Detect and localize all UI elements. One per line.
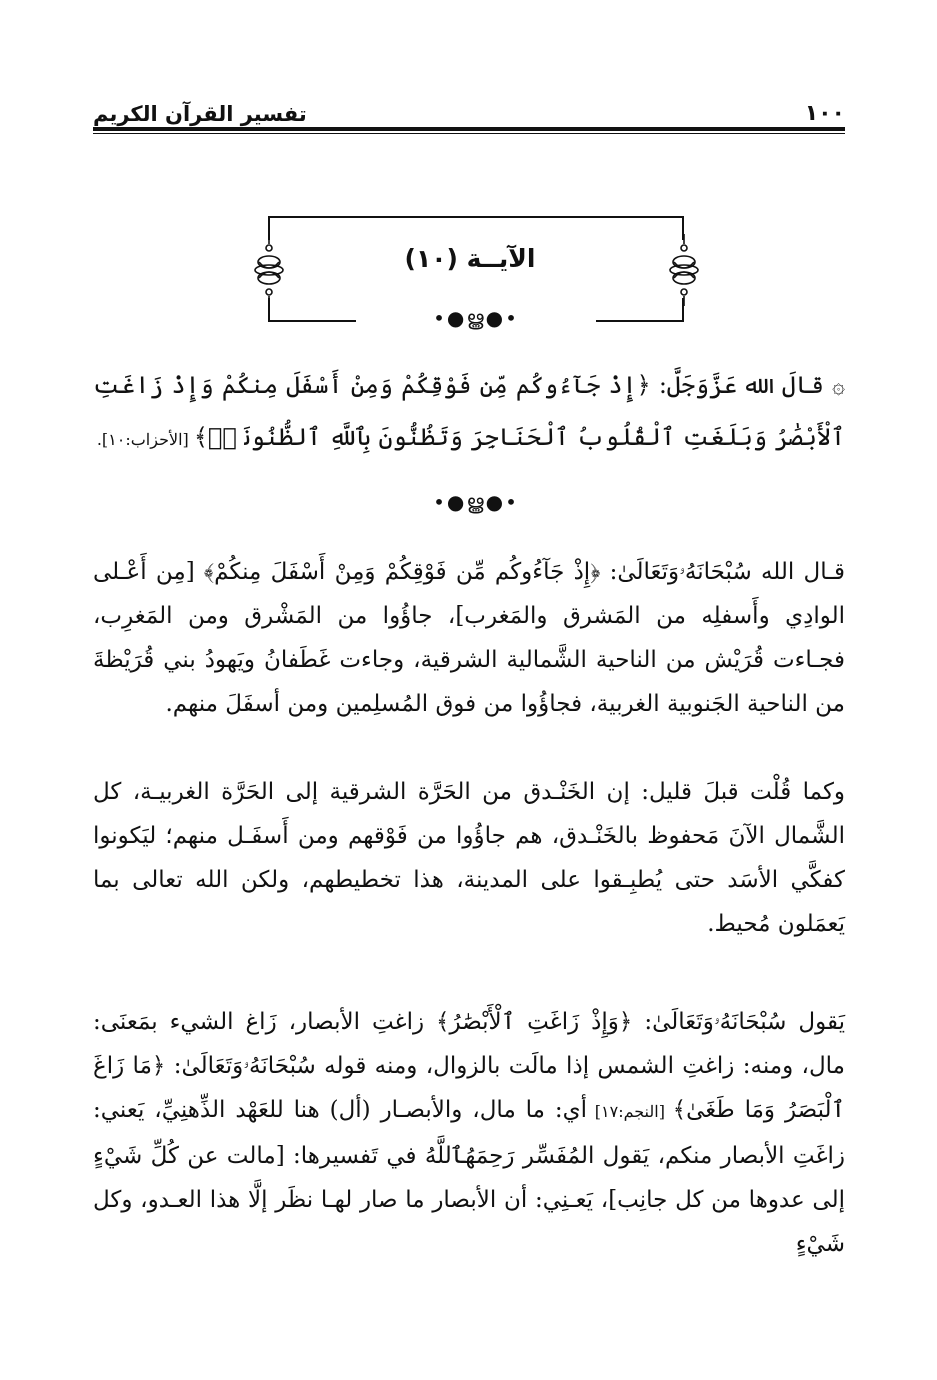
verse-intro: قالَ الله عَزَّوَجَلَّ: [650,371,833,399]
knot-ornament-left-icon [253,234,285,306]
header-rule-thin [93,133,845,134]
commentary-paragraph-3 [93,1000,845,1266]
frame-bottom-left [268,320,356,322]
paragraph-3-part-2: أي: ما مال، والأبصـار (أل) هنا للعَهْد الذِّهنِيِّ، يَعني: زاغَتِ الأبصار منكم، يَقول المُفَسِّر رَحِمَهُٱللَّهُ في تَفسيرها: [مالت عن كُلِّ شَيْءٍ إلى عدوها من كل جانِب]، يَعـنِي: أن الأبصار ما صار لهـا نظَر إلَّا هذا العـدو، وكل شَيْءٍ [93,1097,845,1257]
ornament-divider-top: •●ൠ●• [433,306,519,330]
frame-bottom-right [596,320,684,322]
paragraph-3-reference: [النجم:١٧] [587,1102,673,1121]
running-header [93,92,845,126]
paragraph-3-part-1: يَقول سُبْحَانَهُۥوَتَعَالَىٰ: ﴿وَإِذْ زَاغَتِ ٱلْأَبْصَٰرُ﴾ زاغتِ الأبصار، زَاغ الشيء بمَعنَى: مال، ومنه: زاغتِ الشمس إذا مالَت بالزوال، ومنه قوله سُبْحَانَهُۥوَتَعَالَىٰ: ﴿مَا زَاغَ ٱلْبَصَرُ وَمَا طَغَىٰ﴾ [93,1009,846,1123]
page-number: ١٠٠ [804,101,845,126]
ornament-divider-middle: •●ൠ●• [433,490,519,514]
verse-bullet: ۞ [832,374,845,399]
knot-ornament-right-icon [668,234,700,306]
commentary-paragraph-2: وكما قُلْت قبلَ قليل: إن الخَنْـدق من الحَرَّة الشرقية إلى الحَرَّة الغربيـة، كل الشَّمال الآنَ مَحفوظ بالخَنْـدق، هم جاؤُوا من فَوْقهم ومن أَسفَـل منهم؛ ليَكونوا كفكَّي الأسَد حتى يُطبِـقوا على المدينة، هذا تخطيطهم، ولكن الله تعالى بما يَعمَلون مُحيط. [93,779,845,937]
header-rule [93,127,845,131]
ayah-heading: الآيــة (١٠) [404,244,536,273]
verse-block [93,360,845,465]
verse-text: ﴿إِذْ جَآءُوكُم مِّن فَوْقِكُمْ وَمِنْ أَسْفَلَ مِنكُمْ وَإِذْ زَاغَتِ ٱلْأَبْصَٰرُ وَبَلَغَتِ ٱلْقُلُوبُ ٱلْحَنَاجِرَ وَتَظُنُّونَ بِٱللَّهِ ٱلظُّنُونَا۠﴾ [93,371,845,451]
frame-top-border [268,216,684,218]
verse-reference: [الأحزاب:١٠]. [96,430,194,449]
book-title: تفسير القرآن الكريم [93,102,307,126]
commentary-paragraph-1: قـال الله سُبْحَانَهُۥوَتَعَالَىٰ: ﴿إِذْ جَآءُوكُم مِّن فَوْقِكُمْ وَمِنْ أَسْفَلَ مِنكُمْ﴾ [مِن أَعْـلى الوادِي وأَسفلِه من المَشرق والمَغرب]، جاؤُوا من المَشْرق ومن المَغرِب، فجـاءت قُرَيْش من الناحية الشَّمالية الشرقية، وجاءت غَطَفانُ ويَهودُ بني قُرَيْظةَ من الناحية الجَنوبية الغربية، فجاؤُوا من فوق المُسلِمين ومن أسفَلَ منهم. [93,559,845,717]
